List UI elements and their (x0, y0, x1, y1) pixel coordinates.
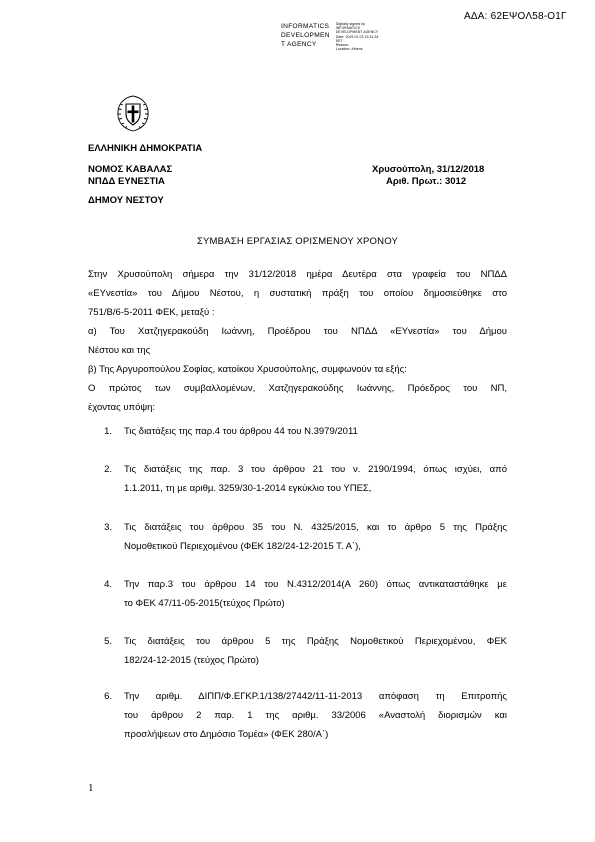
list-item-text: Την αριθμ. ΔΙΠΠ/Φ.ΕΓΚΡ.1/138/27442/11-11-2013 απόφαση τη Επιτροπής (124, 691, 507, 702)
protocol-number: Αριθ. Πρωτ.: 3012 (386, 176, 467, 187)
list-item (88, 575, 507, 613)
stamp-line: INFORMATICS (281, 23, 330, 30)
list-item-text: Τις διατάξεις του άρθρου 35 του Ν. 4325/2015, και το άρθρο 5 της Πράξης (124, 522, 507, 533)
list-item-text: το ΦΕΚ 47/11-05-2015(τεύχος Πρώτο) (124, 598, 285, 609)
stamp-line: T AGENCY (281, 41, 317, 48)
ada-code: ΑΔΑ: 62ΕΨΟΛ58-Ο1Γ (464, 11, 567, 22)
document-title: ΣΥΜΒΑΣΗ ΕΡΓΑΣΙΑΣ ΟΡΙΣΜΕΝΟΥ ΧΡΟΝΟΥ (196, 236, 399, 247)
body-line: 751/Β/6-5-2011 ΦΕΚ, μεταξύ : (88, 307, 215, 318)
signature-agency-name (281, 22, 330, 51)
greek-coat-of-arms-icon (112, 92, 154, 134)
list-item-text: Νομοθετικού Περιεχομένου (ΦΕΚ 182/24-12-2015 Τ. Α΄), (124, 541, 361, 552)
list-item (88, 687, 507, 744)
list-item (88, 460, 507, 498)
list-item-text: Τις διατάξεις της παρ.4 του άρθρου 44 του Ν.3979/2011 (124, 426, 358, 437)
body-line: Στην Χρυσούπολη σήμερα την 31/12/2018 ημέρα Δευτέρα στα γραφεία του ΝΠΔΔ (88, 269, 507, 280)
list-item-text: 1.1.2011, τη με αριθμ. 3259/30-1-2014 εγκύκλιο του ΥΠΕΣ, (124, 483, 372, 494)
list-item-number: 2. (104, 464, 112, 475)
list-item (88, 422, 507, 441)
stamp-detail-line: DEVELOPMENT AGENCY (335, 30, 379, 35)
stamp-detail-line: EET (335, 38, 343, 43)
document-body (88, 265, 507, 417)
municipality-label: ΔΗΜΟΥ ΝΕΣΤΟΥ (88, 195, 164, 206)
list-item (88, 632, 507, 670)
prefecture-label: ΝΟΜΟΣ ΚΑΒΑΛΑΣ (88, 164, 173, 175)
list-item-text: του άρθρου 2 παρ. 1 της αριθμ. 33/2006 «Αναστολή διορισμών και (124, 710, 507, 721)
list-item-text: Τις διατάξεις του άρθρου 5 της Πράξης Νομοθετικού Περιεχομένου, ΦΕΚ (124, 636, 507, 647)
stamp-line: DEVELOPMEN (281, 32, 330, 39)
stamp-detail-line: Reason: (335, 43, 350, 48)
stamp-detail-line: Location: Athens (335, 47, 363, 52)
stamp-detail-line: Digitally signed by (335, 22, 366, 26)
issuer-block (88, 143, 202, 207)
page-number: 1 (88, 782, 94, 794)
list-item-number: 4. (104, 579, 112, 590)
list-item-text: Την παρ.3 του άρθρου 14 του Ν.4312/2014(Α 260) όπως αντικαταστάθηκε με (124, 579, 507, 590)
stamp-detail-line: INFORMATICS (335, 26, 361, 31)
signature-details (336, 22, 379, 51)
list-item-number: 1. (104, 426, 112, 437)
body-line: Νέστου και της (88, 345, 151, 356)
digital-signature-stamp (281, 22, 378, 51)
list-item-number: 3. (104, 522, 112, 533)
list-item-text: προσλήψεων στο Δημόσιο Τομέα» (ΦΕΚ 280/Α΄) (124, 729, 329, 740)
place-date: Χρυσούπολη, 31/12/2018 (372, 164, 485, 175)
body-line: β) Της Αργυροπούλου Σοφίας, κατοίκου Χρυσούπολης, συμφωνούν τα εξής: (88, 364, 407, 375)
body-line: «ΕΥνεστία» του Δήμου Νέστου, η συστατική πράξη του οποίου δημοσιεύθηκε στο (88, 288, 507, 299)
list-item-number: 6. (104, 691, 112, 702)
entity-label: ΝΠΔΔ ΕΥΝΕΣΤΙΑ (88, 176, 165, 187)
list-item-number: 5. (104, 636, 112, 647)
list-item (88, 518, 507, 556)
body-line: α) Του Χατζηγερακούδη Ιωάννη, Προέδρου του ΝΠΔΔ «ΕΥνεστία» του Δήμου (88, 326, 507, 337)
date-protocol-block (372, 164, 484, 188)
body-line: Ο πρώτος των συμβαλλομένων, Χατζηγερακούδης Ιωάννης, Πρόεδρος του ΝΠ, (88, 383, 507, 394)
stamp-detail-line: Date: 2019.01.03 13:31:34 (335, 34, 379, 39)
body-line: έχοντας υπόψη: (88, 402, 156, 413)
republic-label: ΕΛΛΗΝΙΚΗ ΔΗΜΟΚΡΑΤΙΑ (88, 143, 203, 154)
list-item-text: Τις διατάξεις της παρ. 3 του άρθρου 21 του ν. 2190/1994, όπως ισχύει, από (124, 464, 507, 475)
list-item-text: 182/24-12-2015 (τεύχος Πρώτο) (124, 655, 259, 666)
